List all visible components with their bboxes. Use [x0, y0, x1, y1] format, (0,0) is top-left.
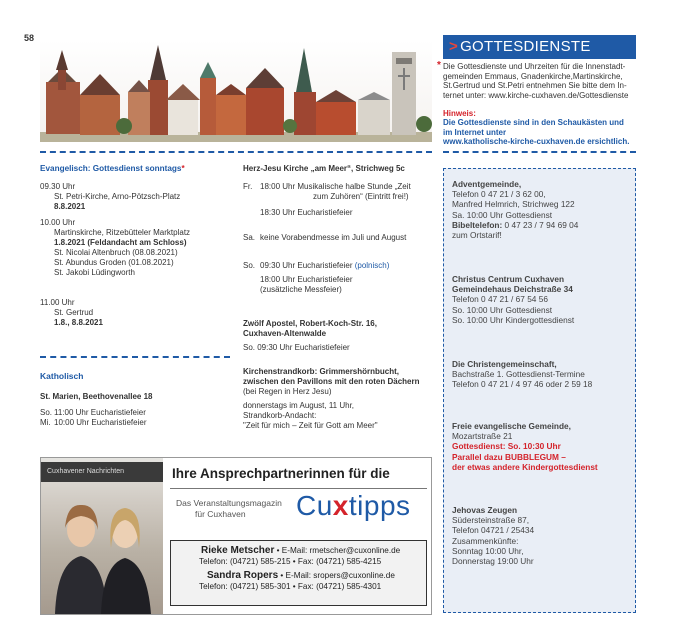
info-text: donnerstags im August, 11 Uhr, — [243, 401, 355, 410]
community-name: Christus Centrum Cuxhaven — [452, 274, 565, 284]
church-name: St. Gertrud — [54, 308, 94, 317]
community-entry — [452, 505, 632, 566]
day-label: So. — [40, 408, 53, 417]
ad-contact-box — [170, 540, 427, 606]
ad-tagline: für Cuxhaven — [195, 509, 246, 519]
community-name: Jehovas Zeugen — [452, 505, 518, 515]
community-line: So. 10:00 Uhr Gottesdienst — [452, 304, 553, 315]
community-line: Mozartstraße 21 — [452, 431, 513, 442]
service-note: (Eintritt frei!) — [362, 192, 409, 201]
day-label: Sa. — [243, 233, 256, 242]
evangelisch-section — [40, 164, 240, 328]
community-line: zum Ortstarif! — [452, 230, 502, 241]
section-header — [443, 35, 636, 59]
community-entry — [452, 274, 632, 325]
service-text: 18:30 Uhr Eucharistiefeier — [260, 208, 353, 217]
community-name: Gemeindehaus Deichstraße 34 — [452, 284, 573, 295]
church-collage-image — [40, 40, 432, 142]
community-name: Die Christengemeinschaft, — [452, 359, 557, 369]
service-text: 11:00 Uhr Eucharistiefeier — [54, 408, 146, 417]
other-communities-box — [443, 168, 636, 613]
divider — [40, 356, 230, 358]
church-name: St. Nicolai Altenbruch (08.08.2021) — [54, 248, 178, 257]
footnote-star: * — [437, 60, 441, 71]
community-entry — [452, 421, 632, 472]
church-name: St. Abundus Groden (01.08.2021) — [54, 258, 174, 267]
service-text: 10:00 Uhr Eucharistiefeier — [54, 418, 147, 427]
contact-email: • E-Mail: rmetscher@cuxonline.de — [274, 546, 401, 555]
hinweis-line: www.katholische-kirche-cuxhaven.de ersichtlich. — [443, 137, 630, 147]
service-text: zum Zuhören“ — [313, 192, 363, 201]
note-text — [437, 60, 643, 100]
info-text: "Zeit für mich – Zeit für Gott am Meer" — [243, 421, 378, 430]
church-title: Cuxhaven-Altenwalde — [243, 329, 327, 338]
time-label: 11.00 Uhr — [40, 298, 75, 307]
community-line: Donnerstag 19:00 Uhr — [452, 556, 534, 567]
service-text: 18:00 Uhr Eucharistiefeier — [260, 275, 353, 284]
community-name: Freie evangelische Gemeinde, — [452, 421, 571, 431]
logo-text: x — [332, 490, 349, 521]
info-text: Strandkorb-Andacht: — [243, 411, 317, 420]
community-line: Telefon 04721 / 25434 — [452, 525, 535, 536]
community-line: Sonntag 10:00 Uhr, — [452, 545, 524, 556]
hinweis-line: Die Gottesdienste sind in den Schaukästen und — [443, 118, 624, 127]
service-note: (zusätzliche Messfeier) — [260, 285, 342, 294]
church-title: Zwölf Apostel, Robert-Koch-Str. 16, — [243, 319, 377, 328]
day-label: Mi. — [40, 418, 51, 427]
strandkorb-section — [243, 367, 438, 431]
church-name: St. Marien, Beethovenallee 18 — [40, 392, 153, 401]
people-photo — [41, 458, 163, 614]
day-label: Fr. — [243, 182, 253, 191]
community-line: der etwas andere Kindergottesdienst — [452, 461, 598, 472]
service-note: (polnisch) — [354, 261, 390, 270]
time-label: 10.00 Uhr — [40, 218, 76, 227]
zwoelf-apostel-section — [243, 319, 438, 353]
logo-text: Cu — [296, 490, 333, 521]
community-line: Bibeltelefon: — [452, 219, 503, 230]
ad-photo — [41, 458, 163, 614]
hinweis-title: Hinweis: — [443, 109, 476, 118]
community-line: Bachstraße 1. Gottesdienst-Termine — [452, 369, 585, 380]
ad-tagline: Das Veranstaltungsmagazin — [176, 498, 282, 508]
divider — [170, 488, 427, 489]
community-line: Sa. 10:00 Uhr Gottesdienst — [452, 209, 553, 220]
service-text: 09:30 Uhr Eucharistiefeier — [260, 261, 355, 270]
note-line: Die Gottesdienste und Uhrzeiten für die Innenstadt- — [443, 62, 626, 71]
katholisch-title: Katholisch — [40, 371, 84, 381]
service-date: 1.8., 8.8.2021 — [54, 318, 103, 327]
ad-headline: Ihre Ansprechpartnerinnen für die — [172, 466, 390, 481]
divider — [40, 151, 432, 153]
time-label: 09.30 Uhr — [40, 182, 76, 191]
page-number: 58 — [24, 33, 35, 43]
footnote-star: * — [181, 164, 185, 173]
community-line: Telefon 0 47 21 / 3 62 00, — [452, 189, 546, 200]
arrow-icon: > — [449, 38, 459, 55]
community-entry — [452, 359, 632, 390]
hinweis-line: im Internet unter — [443, 127, 507, 137]
location-title: Kirchenstrandkorb: Grimmershörnbucht, — [243, 367, 400, 376]
community-line: Manfred Helmrich, Strichweg 122 — [452, 199, 575, 210]
service-text: 18:00 Uhr Musikalische halbe Stunde „Zeit — [260, 182, 411, 191]
community-line: Telefon 0 47 21 / 67 54 56 — [452, 294, 548, 305]
section-title: GOTTESDIENSTE — [460, 38, 591, 55]
community-line: Parallel dazu BUBBLEGUM – — [452, 451, 566, 462]
contact-phone: Telefon: (04721) 585-301 • Fax: (04721) 585-4301 — [199, 582, 382, 591]
community-line: So. 10:00 Uhr Kindergottesdienst — [452, 314, 575, 325]
katholisch-section — [40, 392, 153, 428]
community-name: Adventgemeinde, — [452, 179, 522, 189]
evangelisch-title: Evangelisch: Gottesdienst sonntags — [40, 164, 182, 173]
church-name: St. Jakobi Lüdingworth — [54, 268, 135, 277]
community-line: Gottesdienst: So. 10:30 Uhr — [452, 441, 561, 452]
service-date: 8.8.2021 — [54, 202, 86, 211]
community-entry — [452, 179, 632, 240]
note-line: gemeinden Emmaus, Gnadenkirche,Martinskirche, — [443, 71, 623, 81]
service-date: 1.8.2021 (Feldandacht am Schloss) — [54, 238, 187, 247]
community-line: 0 47 23 / 7 94 69 04 — [502, 219, 579, 230]
ad-photo-sign: Cuxhavener Nachrichten — [41, 462, 163, 482]
hinweis-text — [443, 118, 643, 147]
cuxtipps-logo — [296, 490, 411, 522]
herz-jesu-section — [243, 164, 438, 295]
note-line: St.Gertrud und St.Petri entnehmen Sie bitte dem In- — [443, 81, 627, 91]
divider — [443, 151, 636, 153]
community-line: Zusammenkünfte: — [452, 535, 519, 546]
church-title: Herz-Jesu Kirche „am Meer“, Strichweg 5c — [243, 164, 405, 173]
community-line: Südersteinstraße 87, — [452, 515, 530, 526]
day-label: So. — [243, 261, 256, 270]
service-text: keine Vorabendmesse im Juli und August — [260, 233, 407, 242]
contact-name: Sandra Ropers — [207, 570, 279, 581]
church-name: Martinskirche, Ritzebütteler Marktplatz — [54, 228, 191, 237]
logo-text: tipps — [348, 490, 411, 521]
contact-name: Rieke Metscher — [201, 545, 275, 556]
info-text: (bei Regen in Herz Jesu) — [243, 387, 332, 396]
community-line: Telefon 0 47 21 / 4 97 46 oder 2 59 18 — [452, 379, 593, 390]
contact-phone: Telefon: (04721) 585-215 • Fax: (04721) 585-4215 — [199, 557, 382, 566]
location-title: zwischen den Pavillons mit den roten Dächern — [243, 377, 420, 386]
service-text: So. 09:30 Uhr Eucharistiefeier — [243, 343, 350, 352]
contact-email: • E-Mail: sropers@cuxonline.de — [278, 571, 395, 580]
note-line: ternet unter: www.kirche-cuxhaven.de/Gottesdienste — [443, 90, 629, 100]
church-name: St. Petri-Kirche, Arno-Pötzsch-Platz — [54, 192, 181, 201]
